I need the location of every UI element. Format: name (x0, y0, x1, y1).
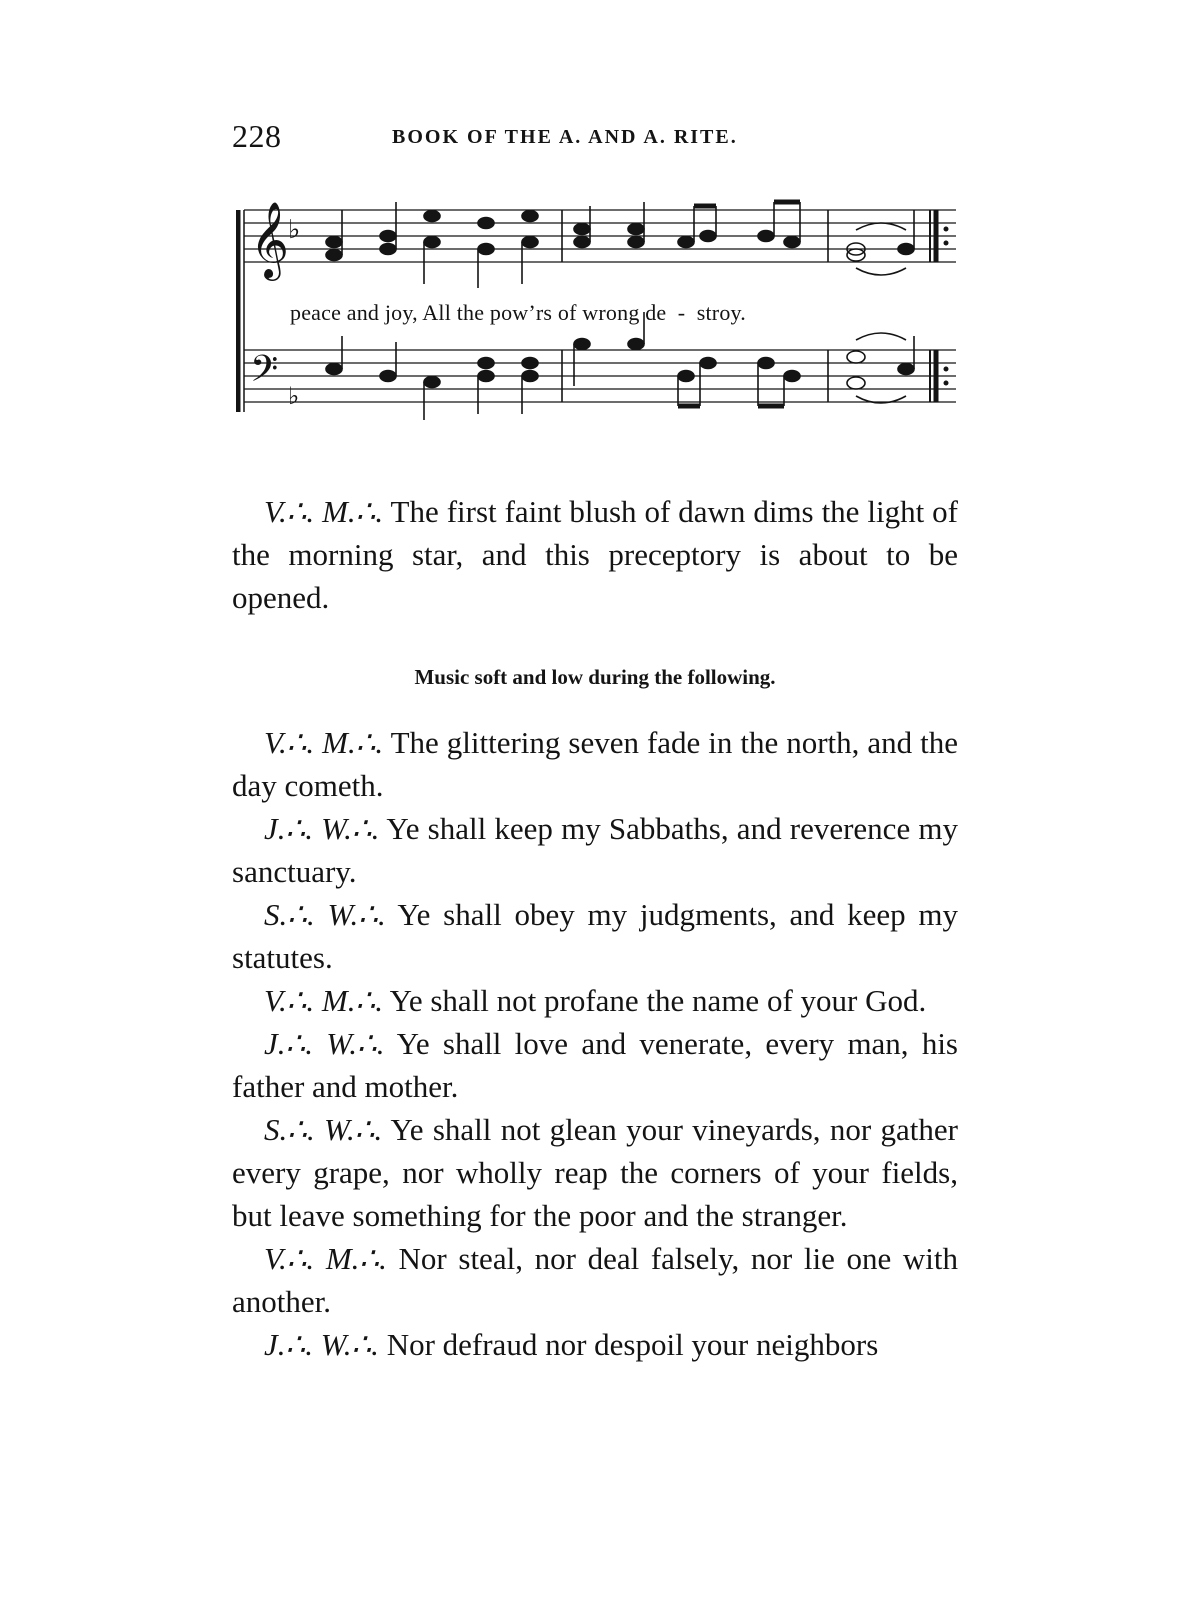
paragraph (232, 979, 958, 1022)
paragraph-text: Ye shall keep my Sabbaths, and reverence my sanctuary. (232, 811, 959, 889)
paragraph-text: Nor defraud nor despoil your neighbors (378, 1327, 879, 1362)
page-header (232, 118, 960, 158)
speaker-label: J.∴. W.∴. (264, 1026, 385, 1061)
paragraph (232, 1108, 958, 1237)
paragraph (232, 490, 958, 619)
paragraph-text: Ye shall not glean your vineyards, nor gather every grape, nor wholly reap the corners of your fields, but leave something for the poor and the stranger. (232, 1112, 958, 1233)
speaker-label: J.∴. W.∴. (264, 811, 380, 846)
body-text (232, 490, 958, 1366)
speaker-label: S.∴. W.∴. (264, 1112, 383, 1147)
paragraph-text: Ye shall obey my judgments, and keep my statutes. (232, 897, 958, 975)
lyrics-line: peace and joy, All the pow’rs of wrong de - stroy. (290, 300, 746, 325)
speaker-label: V.∴. M.∴. (264, 1241, 387, 1276)
page-number: 228 (232, 118, 282, 154)
paragraph (232, 1323, 958, 1366)
paragraph (232, 893, 958, 979)
paragraph-text: Nor steal, nor deal falsely, nor lie one with another. (232, 1241, 958, 1319)
paragraph-text: Ye shall love and venerate, every man, his father and mother. (232, 1026, 959, 1104)
flat-icon: ♭ (288, 215, 301, 245)
flat-icon: ♭ (288, 382, 300, 410)
treble-staff (244, 210, 956, 262)
treble-notes (326, 202, 914, 288)
speaker-label: V.∴. M.∴. (264, 494, 384, 529)
repeat-dots (944, 227, 949, 386)
paragraph (232, 1237, 958, 1323)
paragraph-text: Ye shall not profane the name of your God. (382, 983, 927, 1018)
speaker-label: V.∴. M.∴. (264, 983, 383, 1018)
bass-clef-icon: 𝄢 (250, 348, 279, 399)
paragraph-text: The first faint blush of dawn dims the light of the morning star, and this preceptory is about to be opened. (232, 494, 958, 615)
running-head: BOOK OF THE A. AND A. RITE. (392, 126, 738, 148)
bass-notes (326, 312, 914, 420)
paragraph-text: The glittering seven fade in the north, and the day cometh. (232, 725, 958, 803)
bass-staff (244, 350, 956, 402)
treble-clef-icon: 𝄞 (250, 201, 290, 278)
speaker-label: V.∴. M.∴. (264, 725, 384, 760)
paragraph (232, 807, 958, 893)
paragraph (232, 1022, 958, 1108)
speaker-label: J.∴. W.∴. (264, 1327, 379, 1362)
speaker-label: S.∴. W.∴. (264, 897, 386, 932)
paragraph (232, 721, 958, 807)
stage-direction: Music soft and low during the following. (414, 665, 776, 689)
